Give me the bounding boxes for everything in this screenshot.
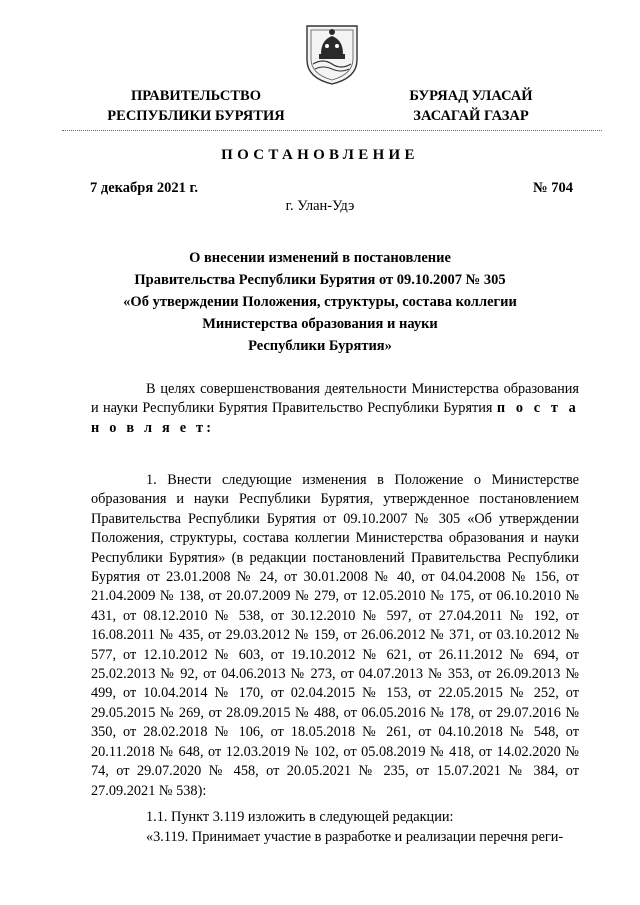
coat-of-arms-emblem-icon bbox=[303, 20, 361, 86]
subject-line5: Республики Бурятия» bbox=[248, 338, 392, 354]
document-number: № 704 bbox=[533, 180, 573, 196]
header-left-line2: РЕСПУБЛИКИ БУРЯТИЯ bbox=[107, 108, 285, 124]
clause-1-1-paragraph: 1.1. Пункт 3.119 изложить в следующей редакции: bbox=[146, 809, 454, 825]
subject-line2: Правительства Республики Бурятия от 09.10.2007 № 305 bbox=[134, 272, 506, 288]
document-city: г. Улан-Удэ bbox=[285, 198, 355, 214]
header-divider bbox=[62, 130, 602, 131]
preamble-text: В целях совершенствования деятельности Министерства образования и науки Республики Бурятия Правительство Республики Бурятия bbox=[91, 381, 579, 417]
header-left-line1: ПРАВИТЕЛЬСТВО bbox=[131, 88, 261, 104]
document-subject bbox=[80, 247, 560, 357]
document-date: 7 декабря 2021 г. bbox=[90, 180, 199, 196]
government-name-buryat bbox=[396, 86, 546, 126]
clause-1-paragraph: 1. Внести следующие изменения в Положение о Министерстве образования и науки Республики Бурятия, утвержденное постановлением Правительства Республики Бурятия от 09.10.2007 № 305 «Об утверждении Положения, структуры, состава коллегии Министерства образования и науки Республики Бурятия» (в редакции постановлений Правительства Республики Бурятия от 23.01.2008 № 24, от 30.01.2008 № 40, от 04.04.2008 № 156, от 21.04.2009 № 138, от 20.07.2009 № 279, от 12.05.2010 № 175, от 06.10.2010 № 431, от 08.12.2010 № 538, от 30.12.2010 № 597, от 27.04.2011 № 192, от 16.08.2011 № 435, от 29.03.2012 № 159, от 26.06.2012 № 371, от 03.10.2012 № 577, от 12.10.2012 № 603, от 19.10.2012 № 621, от 26.11.2012 № 694, от 25.02.2013 № 92, от 04.06.2013 № 273, от 04.07.2013 № 353, от 26.09.2013 № 499, от 10.04.2014 № 170, от 02.04.2015 № 153, от 22.05.2015 № 252, от 29.05.2015 № 269, от 28.09.2015 № 488, от 06.05.2016 № 178, от 29.07.2016 № 350, от 28.02.2018 № 106, от 18.05.2018 № 261, от 04.10.2018 № 548, от 20.11.2018 № 648, от 12.03.2019 № 102, от 05.08.2019 № 418, от 14.02.2020 № 74, от 29.07.2020 № 458, от 20.05.2021 № 235, от 15.07.2021 № 384, от 27.09.2021 № 538): bbox=[91, 472, 579, 799]
header-right-line2: ЗАСАГАЙ ГАЗАР bbox=[413, 108, 529, 124]
clause-3-119-paragraph: «3.119. Принимает участие в разработке и реализации перечня реги- bbox=[146, 829, 564, 845]
preamble-paragraph bbox=[91, 380, 579, 438]
document-type: ПОСТАНОВЛЕНИЕ bbox=[221, 147, 419, 163]
subject-line1: О внесении изменений в постановление bbox=[189, 250, 451, 266]
resolves-keyword: п о с т а н о в л я е т: bbox=[91, 400, 579, 436]
government-name-russian bbox=[96, 86, 296, 126]
header-right-line1: БУРЯАД УЛАСАЙ bbox=[409, 88, 533, 104]
subject-line3: «Об утверждении Положения, структуры, состава коллегии bbox=[123, 294, 517, 310]
subject-line4: Министерства образования и науки bbox=[202, 316, 438, 332]
